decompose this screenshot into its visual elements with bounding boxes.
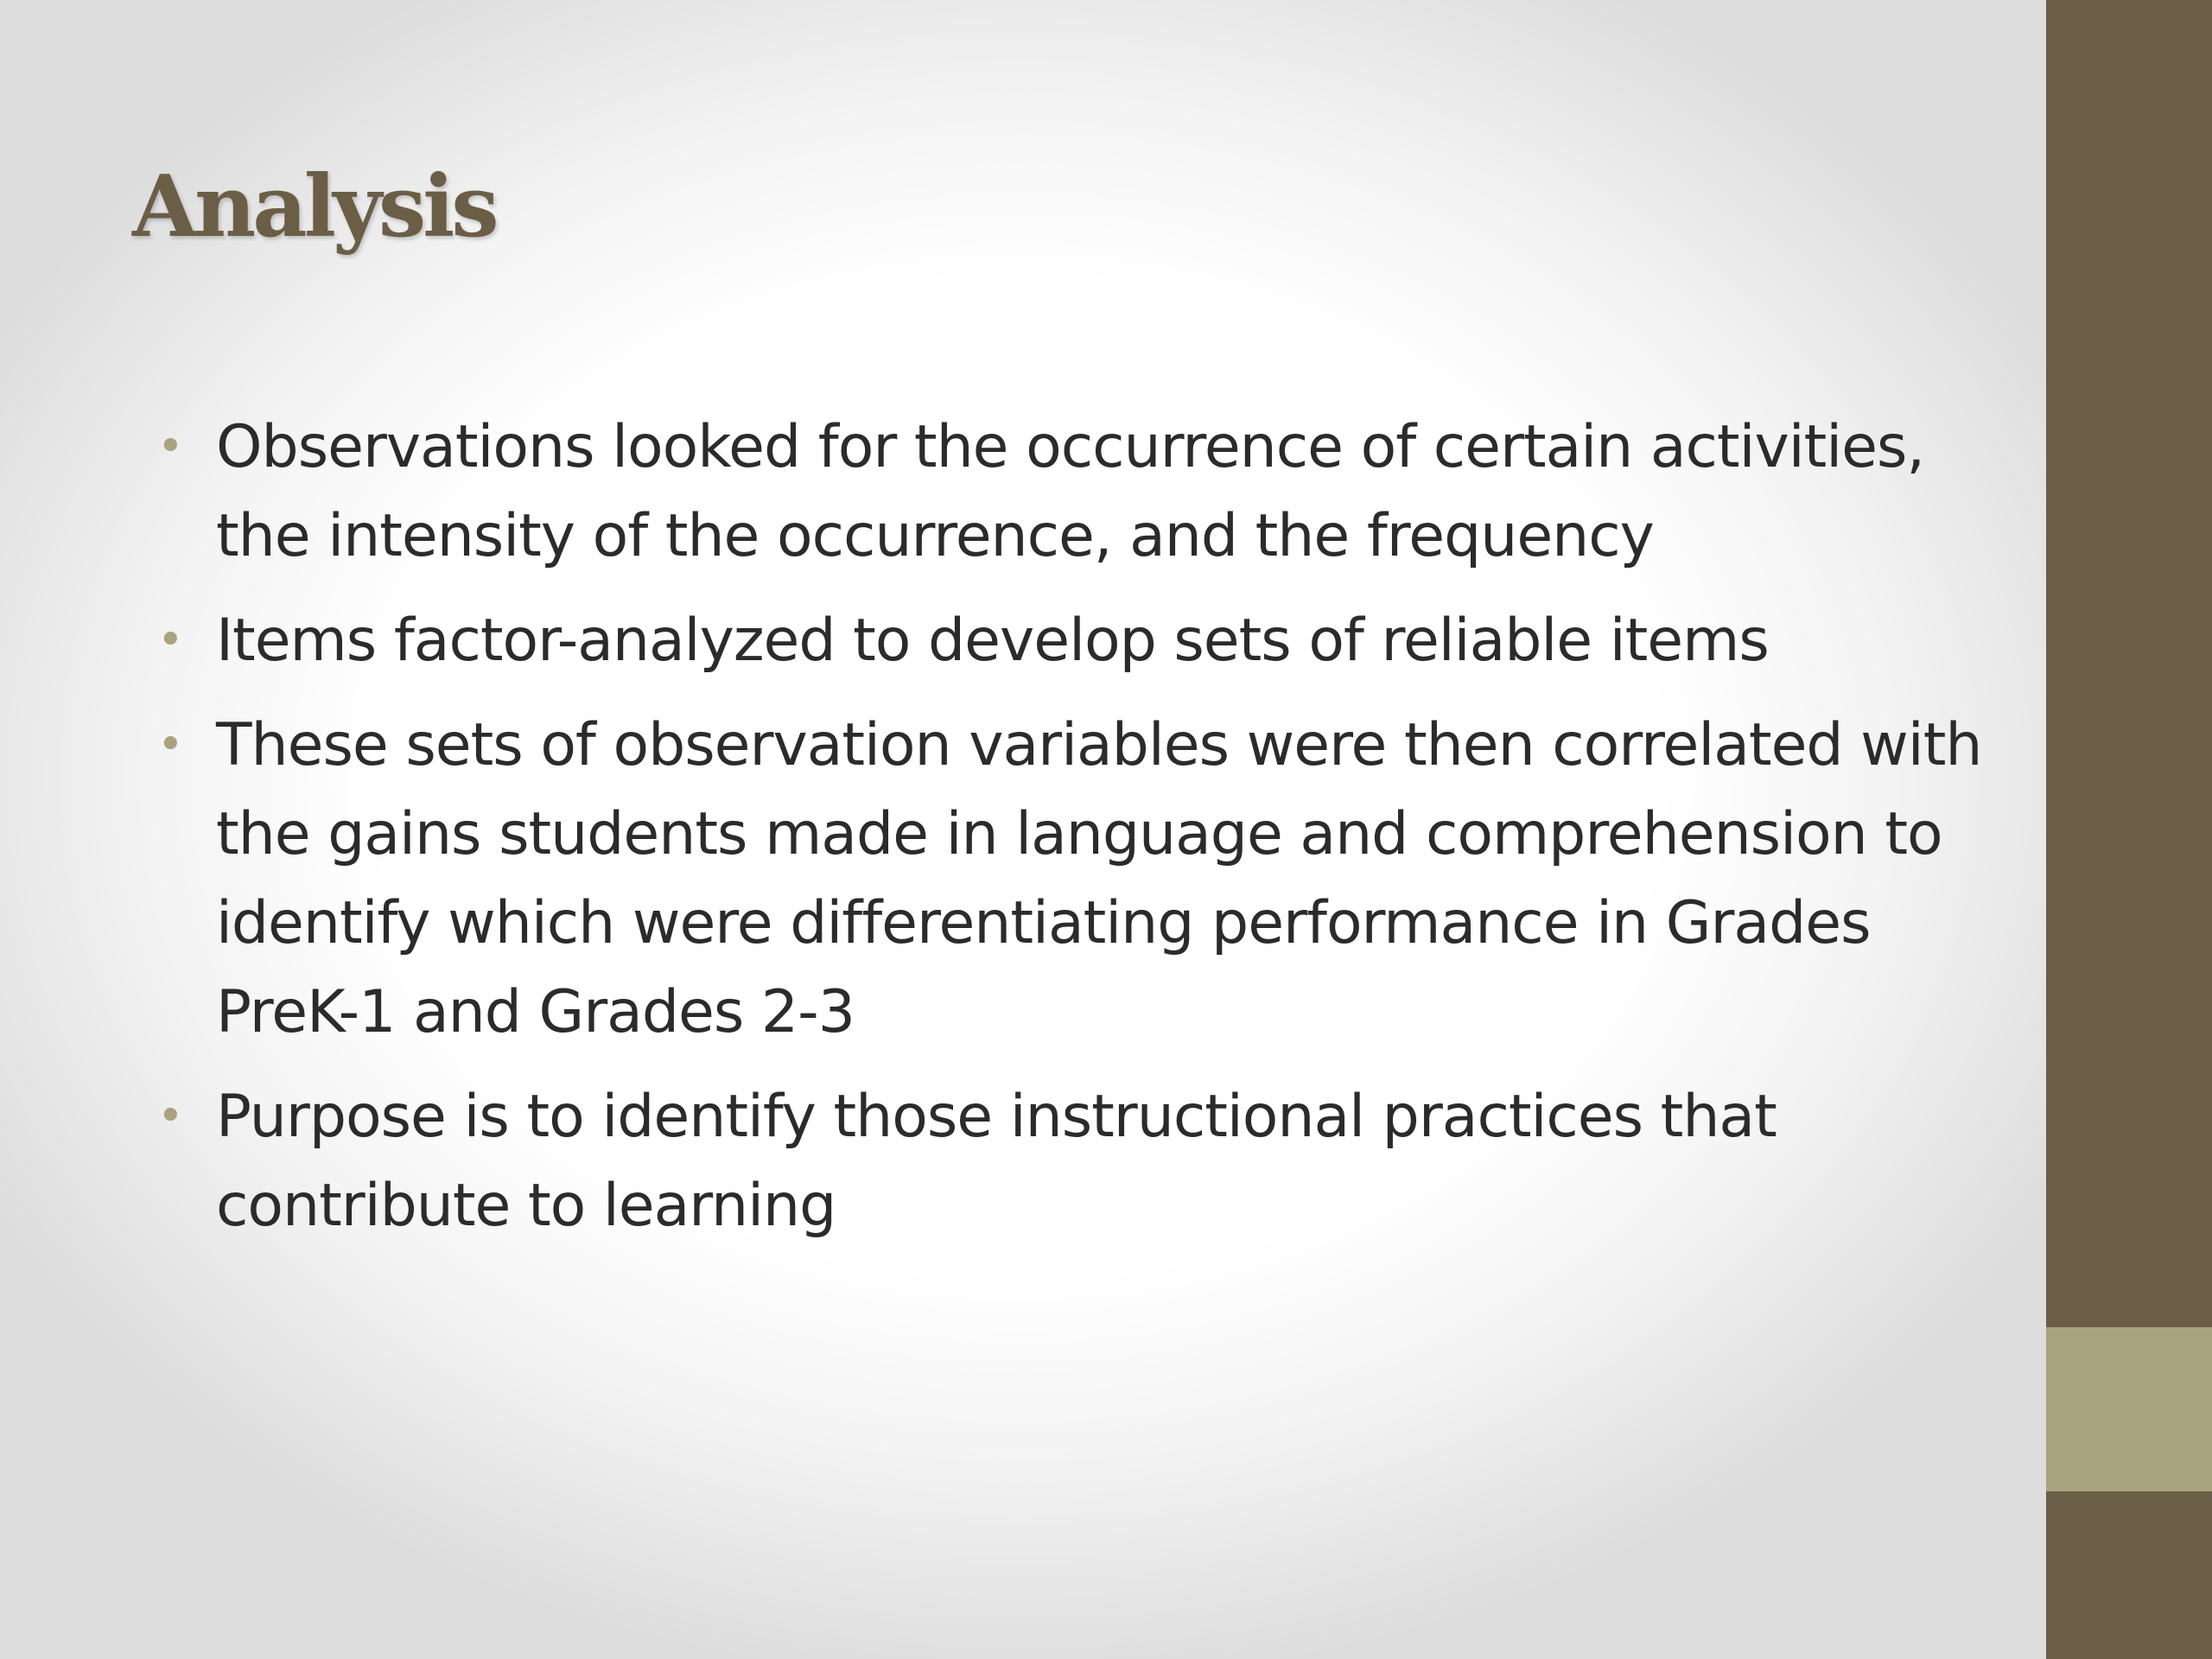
bullet-dot-icon: • bbox=[157, 421, 183, 473]
bullet-dot-icon: • bbox=[157, 1090, 183, 1142]
bullet-dot-icon: • bbox=[157, 614, 183, 666]
bullet-dot-icon: • bbox=[157, 719, 183, 771]
bullet-list bbox=[157, 403, 2022, 1266]
bullet-text-2: Items factor-analyzed to develop sets of reliable items bbox=[216, 607, 1769, 675]
decorative-sidebar-accent bbox=[2046, 1327, 2212, 1491]
bullet-item-1 bbox=[157, 403, 2022, 581]
bullet-text-3: These sets of observation variables were then correlated with the gains students made in language and comprehension to identify which were differentiating performance in Grades PreK-1 and Grades 2-3 bbox=[216, 711, 1982, 1046]
slide-title: Analysis bbox=[132, 157, 496, 257]
bullet-item-2 bbox=[157, 596, 2022, 685]
bullet-text-4: Purpose is to identify those instructional practices that contribute to learning bbox=[216, 1083, 1777, 1240]
bullet-item-3 bbox=[157, 701, 2022, 1057]
bullet-item-4 bbox=[157, 1072, 2022, 1250]
bullet-text-1: Observations looked for the occurrence of certain activities, the intensity of the occurrence, and the frequency bbox=[216, 413, 1925, 570]
